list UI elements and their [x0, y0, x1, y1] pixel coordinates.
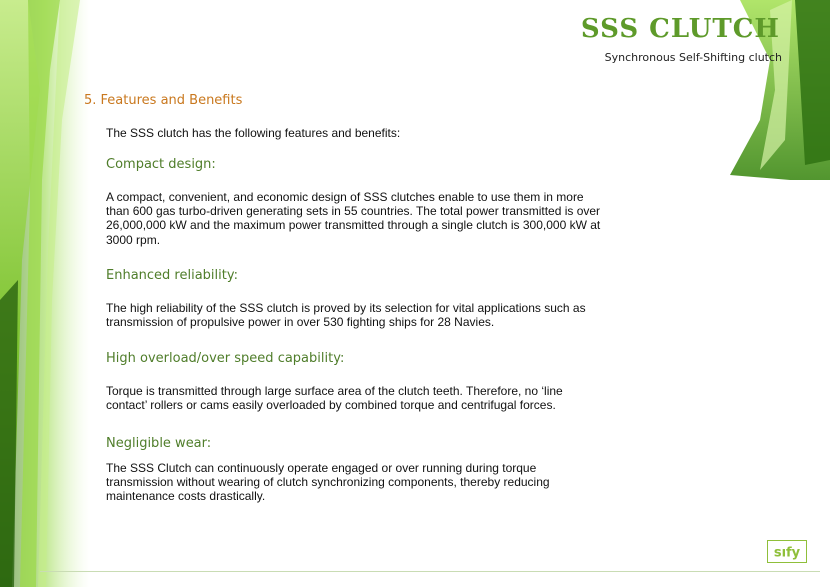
- section-heading: 5. Features and Benefits: [84, 93, 243, 108]
- feature-body-overload-capability: Torque is transmitted through large surface area of the clutch teeth. Therefore, no ‘line contact’ rollers or cams easily overloaded by combined torque and centrifugal forces.: [106, 384, 563, 413]
- brand-subtitle: Synchronous Self-Shifting clutch: [604, 51, 782, 64]
- feature-body-negligible-wear: The SSS Clutch can continuously operate engaged or over running during torque transmission without wearing of clutch synchronizing components, thereby reducing maintenance costs drastically.: [106, 461, 550, 504]
- svg-text:sıfy: sıfy: [773, 545, 801, 561]
- brand-title: SSS CLUTCH: [580, 14, 780, 44]
- feature-heading-negligible-wear: Negligible wear:: [106, 436, 212, 451]
- intro-text: The SSS clutch has the following features and benefits:: [106, 126, 401, 140]
- feature-heading-compact-design: Compact design:: [106, 157, 216, 172]
- feature-heading-enhanced-reliability: Enhanced reliability:: [106, 268, 238, 283]
- sify-logo: [767, 540, 807, 563]
- feature-heading-overload-capability: High overload/over speed capability:: [106, 351, 345, 366]
- feature-body-compact-design: A compact, convenient, and economic design of SSS clutches enable to use them in more than 600 gas turbo-driven generating sets in 55 countries. The total power transmitted is over 26,000,000 kW and the maximum power transmitted through a single clutch is 300,000 kW at 3000 rpm.: [106, 190, 601, 247]
- left-green-decoration: [0, 0, 90, 587]
- footer-divider: [40, 571, 820, 572]
- feature-body-enhanced-reliability: The high reliability of the SSS clutch is proved by its selection for vital applications such as transmission of propulsive power in over 530 fighting ships for 28 Navies.: [106, 301, 586, 330]
